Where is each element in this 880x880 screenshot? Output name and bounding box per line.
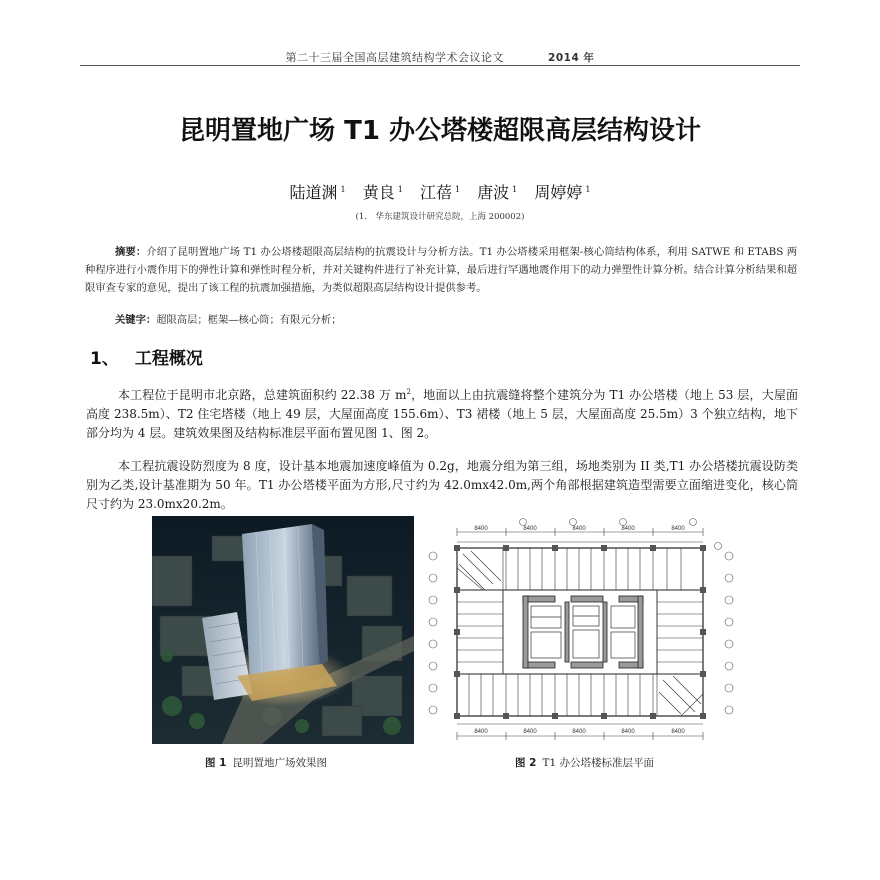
author-list <box>0 180 880 203</box>
paragraph-text: 本工程位于昆明市北京路，总建筑面积约 22.38 万 m <box>118 388 407 402</box>
section-title: 工程概况 <box>134 349 203 369</box>
caption-text: T1 办公塔楼标准层平面 <box>542 757 654 769</box>
rendering-illustration <box>152 516 414 744</box>
dim-bottom-5: 8400 <box>671 729 685 735</box>
paper-title: 昆明置地广场 T1 办公塔楼超限高层结构设计 <box>179 116 701 146</box>
author-affil-mark: 1 <box>397 184 403 194</box>
dim-top-4: 8400 <box>621 526 635 532</box>
figure-label: 图 2 <box>515 757 537 769</box>
conference-year: 2014 年 <box>548 52 595 64</box>
author-name: 黄良 <box>362 183 395 202</box>
author-4 <box>477 183 517 202</box>
author-affil-mark: 1 <box>340 184 346 194</box>
dim-bottom-4: 8400 <box>621 729 635 735</box>
rendering-image <box>152 516 414 744</box>
author-affil-mark: 1 <box>585 184 591 194</box>
author-3 <box>420 183 460 202</box>
author-name: 陆道渊 <box>289 183 338 202</box>
author-name: 唐波 <box>477 183 510 202</box>
dim-top-3: 8400 <box>572 526 586 532</box>
author-affil-mark: 1 <box>454 184 461 194</box>
conference-name: 第二十三届全国高层建筑结构学术会议论文 <box>285 51 505 64</box>
core-rooms <box>531 606 635 658</box>
author-name: 江蓓 <box>419 183 452 202</box>
keywords-label: 关键字： <box>115 314 157 326</box>
body-paragraph-2: 本工程抗震设防烈度为 8 度，设计基本地震加速度峰值为 0.2g，地震分组为第三组，场地类别为 II 类,T1 办公塔楼抗震设防类别为乙类,设计基准期为 50 年。T1 办公塔楼平面为方形,尺寸约为 42.0mx42.0m,两个角部根据建筑造型需要立面缩进变化，核心筒尺寸约为 23.0mx20.2m。 <box>86 459 798 511</box>
floor-plan-drawing <box>423 518 745 748</box>
header-rule <box>80 65 800 66</box>
keywords-text: 超限高层；框架—核心筒；有限元分析； <box>156 314 342 326</box>
figure-2-caption <box>515 755 654 770</box>
author-affil-mark: 1 <box>512 184 518 194</box>
floor-plan <box>423 518 745 748</box>
affiliation: (1. 华东建筑设计研究总院，上海 200002) <box>355 212 525 222</box>
abstract <box>85 243 797 297</box>
dim-top-1: 8400 <box>474 526 488 532</box>
section-heading <box>90 344 203 369</box>
dim-bottom-2: 8400 <box>523 729 537 735</box>
ring-beam <box>457 590 703 674</box>
figure-1-caption <box>205 755 327 770</box>
body-paragraph-1 <box>86 383 798 443</box>
slab-outline <box>457 548 703 716</box>
caption-text: 昆明置地广场效果图 <box>232 757 327 769</box>
author-2 <box>363 183 403 202</box>
abstract-label: 摘要： <box>115 246 147 258</box>
dim-bottom-1: 8400 <box>474 729 488 735</box>
author-5 <box>534 183 590 202</box>
author-1 <box>290 183 346 202</box>
corner-diagonal-beams <box>457 548 703 716</box>
keywords <box>85 311 797 326</box>
dim-top-5: 8400 <box>671 526 685 532</box>
abstract-text: 介绍了昆明置地广场 T1 办公塔楼超限高层结构的抗震设计与分析方法。T1 办公塔楼采用框架-核心筒结构体系，利用 SATWE 和 ETABS 两种程序进行小震作用下的弹性计算和弹性时程分析，并对关键构件进行了补充计算，最后进行罕遇地震作用下的动力弹塑性计算分析。结合计算分析结果和超限审查专家的意见，提出了该工程的抗震加强措施，为类似超限高层结构设计提供参考。 <box>85 246 798 294</box>
dim-bottom-3: 8400 <box>572 729 586 735</box>
columns <box>454 545 706 719</box>
superscript: 2 <box>406 388 411 396</box>
figure-label: 图 1 <box>205 757 227 769</box>
dim-top-2: 8400 <box>523 526 537 532</box>
running-header <box>0 49 880 65</box>
paragraph-text: ，地面以上由抗震缝将整个建筑分为 T1 办公塔楼（地上 53 层，大屋面高度 238.5m）、T2 住宅塔楼（地上 49 层，大屋面高度 155.6m）、T3 裙楼（地上 5 层，大屋面高度 25.5m）3 个独立结构，地下部分均为 4 层。建筑效果图及结构标准层平面布置见图 1、图 2。 <box>86 388 798 440</box>
section-number: 1、 <box>90 349 119 369</box>
floor-joists <box>457 548 703 716</box>
author-name: 周婷婷 <box>534 183 583 202</box>
